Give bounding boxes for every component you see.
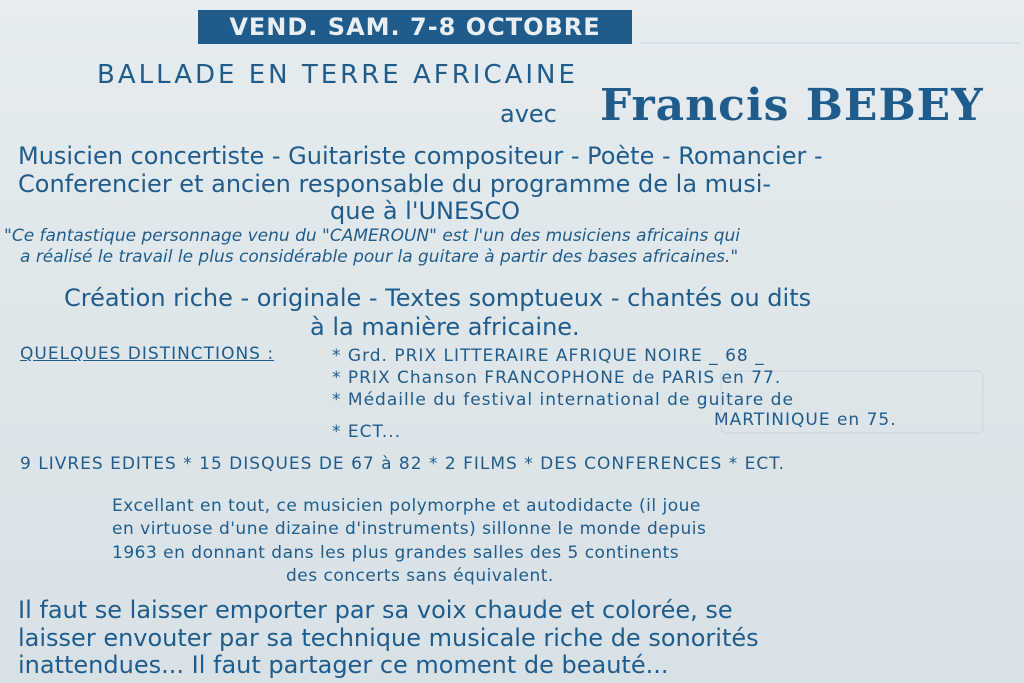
closing-line: laisser envouter par sa technique musicale riche de sonorités	[18, 624, 759, 652]
closing-line: inattendues... Il faut partager ce moment de beauté...	[18, 651, 669, 679]
quote-line: "Ce fantastique personnage venu du "CAMEROUN" est l'un des musiciens africains qui	[4, 226, 740, 246]
description-line: Musicien concertiste - Guitariste compositeur - Poète - Romancier -	[18, 142, 823, 170]
description-line: que à l'UNESCO	[330, 197, 521, 225]
creation-line: à la manière africaine.	[310, 313, 580, 341]
date-banner: VEND. SAM. 7-8 OCTOBRE	[198, 10, 632, 44]
distinction-item: MARTINIQUE en 75.	[714, 410, 897, 430]
description-line: Conferencier et ancien responsable du programme de la musi-	[18, 170, 772, 198]
works-summary: 9 LIVRES EDITES * 15 DISQUES DE 67 à 82 * 2 FILMS * DES CONFERENCES * ECT.	[20, 454, 785, 474]
bio-line: 1963 en donnant dans les plus grandes salles des 5 continents	[112, 543, 680, 563]
distinction-item: * ECT...	[332, 422, 402, 442]
distinction-item: * Médaille du festival international de guitare de	[332, 390, 794, 410]
distinctions-label: QUELQUES DISTINCTIONS :	[20, 344, 275, 364]
avec-word: avec	[500, 100, 557, 128]
show-through-decoration	[640, 12, 1020, 44]
bio-line: en virtuose d'une dizaine d'instruments) sillonne le monde depuis	[112, 519, 707, 539]
event-title: BALLADE EN TERRE AFRICAINE	[97, 60, 578, 90]
bio-line: Excellant en tout, ce musicien polymorphe et autodidacte (il joue	[112, 496, 701, 516]
creation-line: Création riche - originale - Textes somptueux - chantés ou dits	[64, 284, 812, 312]
artist-name: Francis BEBEY	[600, 80, 984, 131]
quote-line: a réalisé le travail le plus considérable pour la guitare à partir des bases africaines."	[20, 247, 739, 267]
distinction-item: * Grd. PRIX LITTERAIRE AFRIQUE NOIRE _ 68 _	[332, 346, 765, 366]
distinction-item: * PRIX Chanson FRANCOPHONE de PARIS en 77.	[332, 368, 782, 388]
bio-line: des concerts sans équivalent.	[286, 566, 554, 586]
closing-line: Il faut se laisser emporter par sa voix chaude et colorée, se	[18, 596, 733, 624]
